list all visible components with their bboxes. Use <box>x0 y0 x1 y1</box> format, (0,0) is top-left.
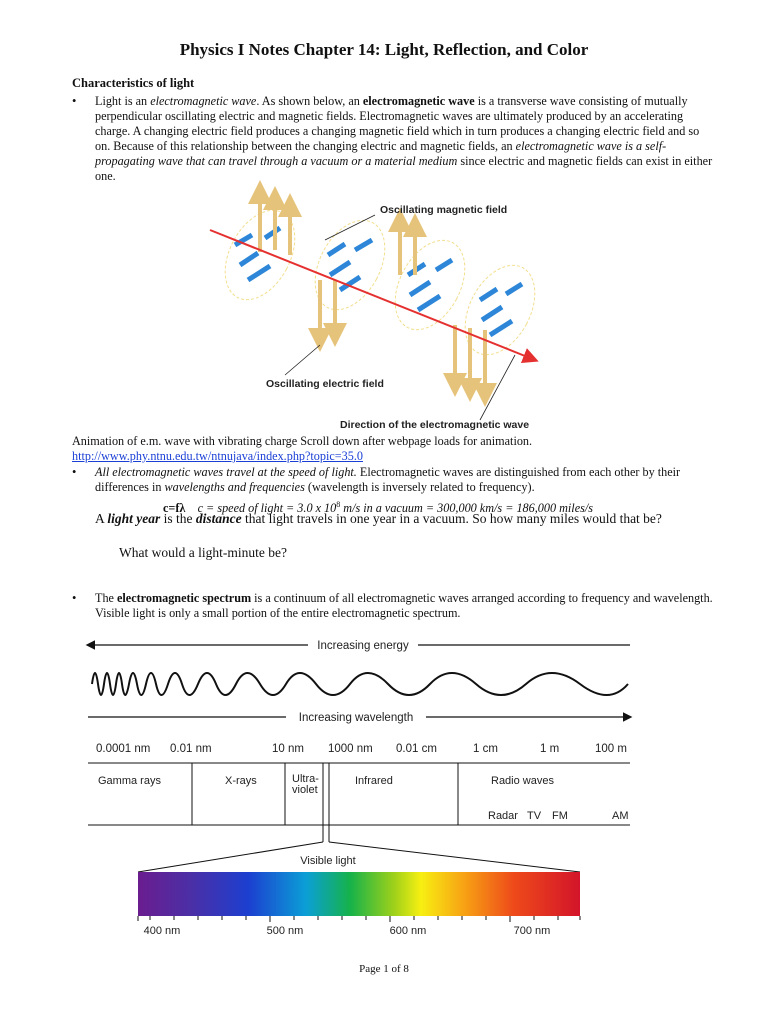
scale-label: 0.0001 nm <box>96 743 151 755</box>
text-run: that light travels in one year in a vacuum. So how many miles would that be? <box>241 511 662 526</box>
label-magnetic-field: Oscillating magnetic field <box>380 204 508 216</box>
bullet-marker: • <box>72 465 77 479</box>
text-run-italic: wavelengths and frequencies <box>164 480 305 494</box>
text-run-italic: electromagnetic wave is a self-propagating wave that can travel through a vacuum or a material medium <box>95 139 667 168</box>
scale-label: 10 nm <box>272 743 304 755</box>
scale-label: 1000 nm <box>328 743 373 755</box>
radio-sub-am: AM <box>612 810 629 822</box>
increasing-energy-label: Increasing energy <box>317 640 409 652</box>
section-heading: Characteristics of light <box>72 76 195 90</box>
text-run: . As shown below, an <box>256 94 363 108</box>
visible-scale-label: 600 nm <box>389 925 427 937</box>
visible-scale-label: 700 nm <box>513 925 551 937</box>
text-run-bold: electromagnetic spectrum <box>117 591 252 605</box>
light-minute-question: What would a light-minute be? <box>119 545 287 560</box>
text-run: is a transverse wave consisting of mutually perpendicular oscillating electric and magnetic fields. Electromagnetic waves are ultimately produced by an accelerating charge. A changing electric field produces a changing magnetic field which in turn produces a changing electric field and so on. Because of this relationship between the changing electric and magnetic fields, an <box>95 94 700 153</box>
page-footer: Page 1 of 8 <box>359 963 409 975</box>
text-run: since electric and magnetic fields can exist in either one. <box>95 154 713 183</box>
visible-spectrum-bar <box>138 872 580 916</box>
text-run: Electromagnetic waves are distinguished from each other by their differences in <box>95 465 681 494</box>
band-uv: Ultra- <box>292 773 319 785</box>
light-year-line <box>95 511 717 526</box>
radio-sub-fm: FM <box>552 810 568 822</box>
text-run-bold: electromagnetic wave <box>362 94 475 108</box>
bullet-marker: • <box>72 94 77 108</box>
animation-link[interactable]: http://www.phy.ntnu.edu.tw/ntnujava/index.php?topic=35.0 <box>72 449 363 463</box>
text-run: (wavelength is inversely related to frequency). <box>304 480 535 494</box>
exponent: 8 <box>336 500 341 509</box>
scale-label: 0.01 nm <box>170 743 212 755</box>
scale-label: 1 cm <box>473 743 498 755</box>
text-run: A <box>95 511 108 526</box>
scale-label: 0.01 cm <box>396 743 437 755</box>
spectrum-wave <box>92 673 628 695</box>
animation-text: Animation of e.m. wave with vibrating charge Scroll down after webpage loads for animation. <box>72 434 533 448</box>
radio-sub-tv: TV <box>527 810 542 822</box>
paragraph-spectrum <box>95 591 717 621</box>
text-run: is a continuum of all electromagnetic waves arranged according to frequency and wavelength. Visible light is only a small portion of the entire electromagnetic spectrum. <box>95 591 713 620</box>
label-wave-direction: Direction of the electromagnetic wave <box>340 419 530 431</box>
text-run: is the <box>160 511 196 526</box>
radio-sub-radar: Radar <box>488 810 518 822</box>
formula-c-f-lambda: c=fλ <box>163 501 186 516</box>
em-wave-figure <box>200 180 560 430</box>
page-title: Physics I Notes Chapter 14: Light, Reflection, and Color <box>179 40 589 59</box>
text-run-bold-italic: light year <box>107 511 161 526</box>
visible-scale-label: 500 nm <box>266 925 304 937</box>
text-run: Light is an <box>95 94 151 108</box>
visible-scale-label: 400 nm <box>143 925 181 937</box>
band-xray: X-rays <box>225 775 257 787</box>
text-run-italic: All electromagnetic waves travel at the speed of light. <box>95 465 357 479</box>
increasing-wavelength-label: Increasing wavelength <box>298 712 414 724</box>
text-run-italic: m/s in a vacuum = 300,000 km/s = 186,000 miles/s <box>340 501 593 516</box>
label-electric-field: Oscillating electric field <box>266 378 384 390</box>
paragraph-speed-of-light <box>95 465 717 495</box>
scale-label: 100 m <box>595 743 627 755</box>
scale-label: 1 m <box>540 743 560 755</box>
paragraph-em-wave <box>95 94 717 184</box>
bullet-marker: • <box>72 591 77 605</box>
text-run-italic: c = speed of light = 3.0 x 10 <box>197 501 337 516</box>
band-radio: Radio waves <box>491 775 554 787</box>
text-run-italic: electromagnetic wave <box>150 94 257 108</box>
band-infrared: Infrared <box>355 775 393 787</box>
text-run: The <box>95 591 117 605</box>
visible-light-label: Visible light <box>300 855 356 867</box>
band-gamma: Gamma rays <box>98 775 161 787</box>
em-spectrum-figure <box>80 632 640 942</box>
text-run-bold-italic: distance <box>195 511 242 526</box>
band-uv: violet <box>292 784 318 796</box>
